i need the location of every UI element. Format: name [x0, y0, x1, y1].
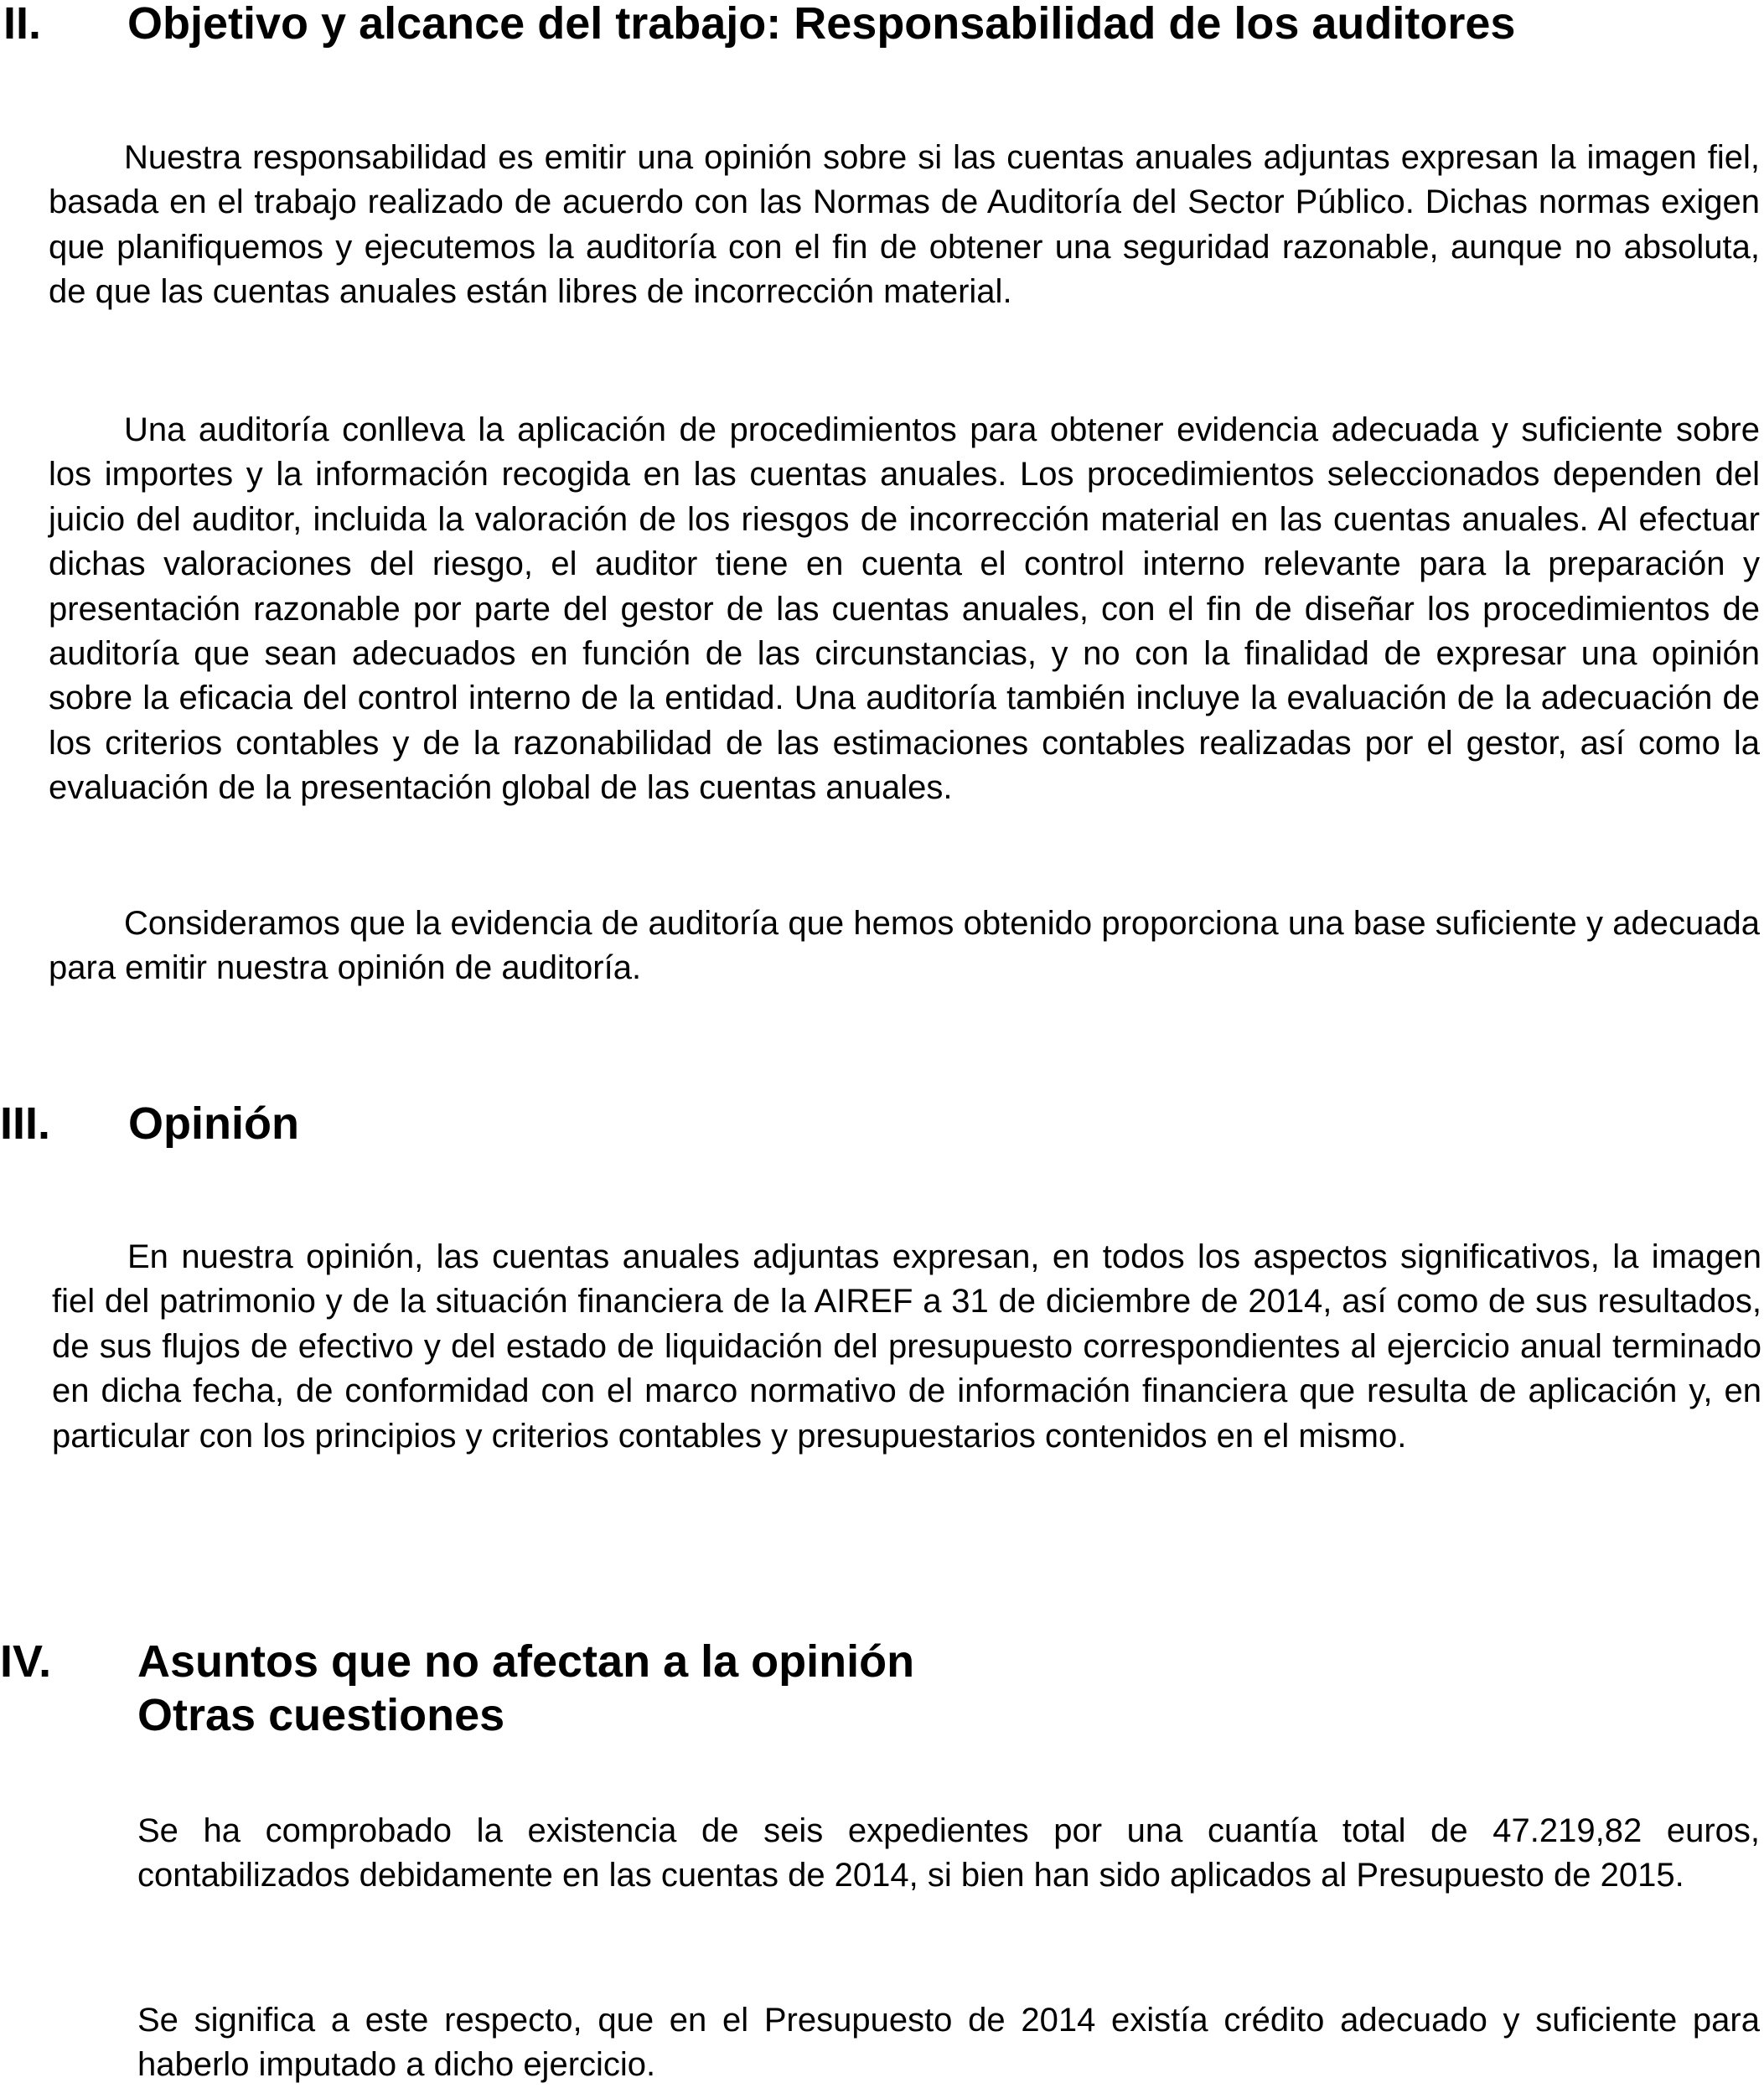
paragraph: Una auditoría conlleva la aplicación de procedimientos para obtener evidencia adecuada y suficiente sobre los importes y la información recogida en las cuentas anuales. Los procedimientos seleccionados dependen del juicio del auditor, incluida la valoración de los riesgos de incorrección material en las cuentas anuales. Al efectuar dichas valoraciones del riesgo, el auditor tiene en cuenta el control interno relevante para la preparación y presentación razonable por parte del gestor de las cuentas anuales, con el fin de diseñar los procedimientos de auditoría que sean adecuados en función de las circunstancias, y no con la finalidad de expresar una opinión sobre la eficacia del control interno de la entidad. Una auditoría también incluye la evaluación de la adecuación de los criterios contables y de la razonabilidad de las estimaciones contables realizadas por el gestor, así como la evaluación de la presentación global de las cuentas anuales. [49, 411, 1760, 807]
paragraph: Se ha comprobado la existencia de seis expedientes por una cuantía total de 47.219,82 euros, contabilizados debidamente en las cuentas de 2014, si bien han sido aplicados al Presupuesto de 2015. [137, 1812, 1760, 1894]
paragraph: Nuestra responsabilidad es emitir una opinión sobre si las cuentas anuales adjuntas expresan la imagen fiel, basada en el trabajo realizado de acuerdo con las Normas de Auditoría del Sector Público. Dichas normas exigen que planifiquemos y ejecutemos la auditoría con el fin de obtener una seguridad razonable, aunque no absoluta, de que las cuentas anuales están libres de incorrección material. [49, 139, 1760, 311]
section-number: II. [3, 0, 42, 49]
section-title: Opinión [128, 1098, 299, 1149]
section-heading-ii [3, 0, 1713, 50]
paragraph: En nuestra opinión, las cuentas anuales adjuntas expresan, en todos los aspectos significativos, la imagen fiel del patrimonio y de la situación financiera de la AIREF a 31 de diciembre de 2014, así como de sus resultados, de sus flujos de efectivo y del estado de liquidación del presupuesto correspondientes al ejercicio anual terminado en dicha fecha, de conformidad con el marco normativo de información financiera que resulta de aplicación y, en particular con los principios y criterios contables y presupuestarios contenidos en el mismo. [52, 1238, 1761, 1455]
section-number: IV. [0, 1636, 52, 1687]
section-heading-iv [0, 1635, 1173, 1744]
section-title: Asuntos que no afectan a la opinión [137, 1636, 915, 1687]
section-number: III. [0, 1098, 51, 1149]
section-subtitle: Otras cuestiones [137, 1690, 505, 1740]
section-heading-iii [0, 1097, 670, 1150]
paragraph: Consideramos que la evidencia de auditoría que hemos obtenido proporciona una base suficiente y adecuada para emitir nuestra opinión de auditoría. [49, 905, 1760, 987]
paragraph: Se significa a este respecto, que en el Presupuesto de 2014 existía crédito adecuado y suficiente para haberlo imputado a dicho ejercicio. [137, 2002, 1760, 2084]
section-title: Objetivo y alcance del trabajo: Responsabilidad de los auditores [127, 0, 1516, 49]
